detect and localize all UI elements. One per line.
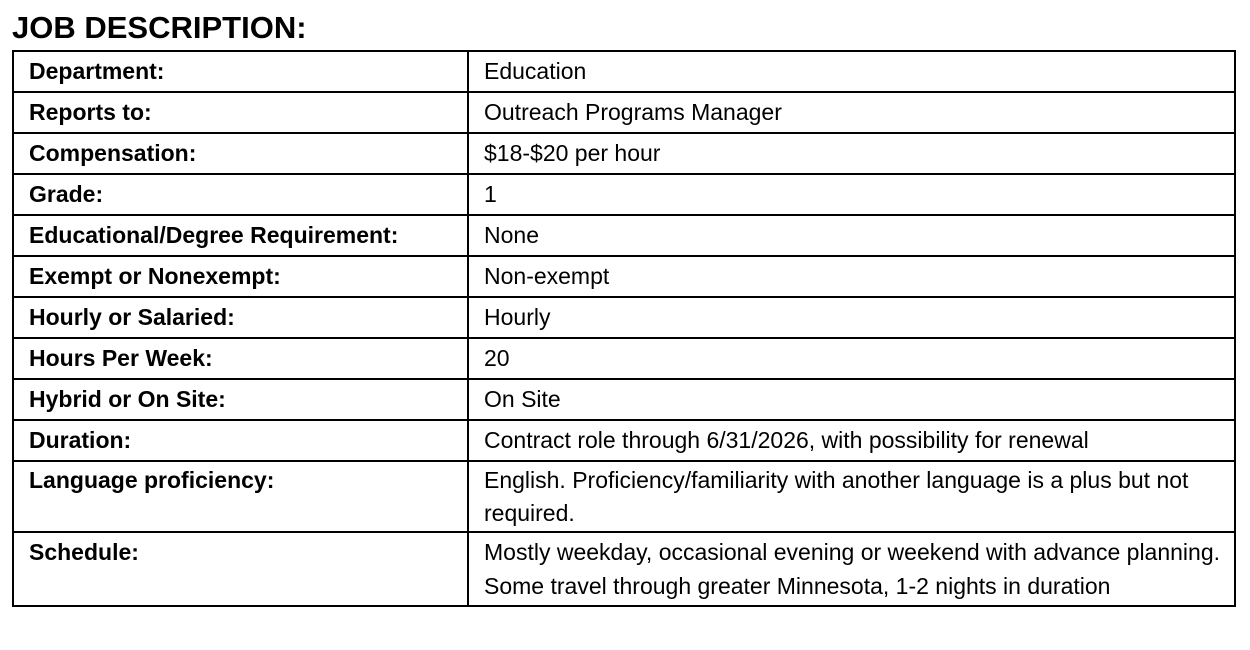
education-value: None bbox=[468, 215, 1235, 256]
grade-label: Grade: bbox=[13, 174, 468, 215]
table-row-education bbox=[13, 215, 1235, 256]
exempt-value: Non-exempt bbox=[468, 256, 1235, 297]
table-row-schedule bbox=[13, 532, 1235, 606]
hourly-label: Hourly or Salaried: bbox=[13, 297, 468, 338]
table-row-grade bbox=[13, 174, 1235, 215]
table-row-exempt bbox=[13, 256, 1235, 297]
table-row-reports-to bbox=[13, 92, 1235, 133]
exempt-label: Exempt or Nonexempt: bbox=[13, 256, 468, 297]
hybrid-value: On Site bbox=[468, 379, 1235, 420]
hybrid-label: Hybrid or On Site: bbox=[13, 379, 468, 420]
duration-label: Duration: bbox=[13, 420, 468, 461]
table-row-hourly bbox=[13, 297, 1235, 338]
hourly-value: Hourly bbox=[468, 297, 1235, 338]
table-row-hybrid bbox=[13, 379, 1235, 420]
compensation-label: Compensation: bbox=[13, 133, 468, 174]
table-row-duration bbox=[13, 420, 1235, 461]
language-value: English. Proficiency/familiarity with another language is a plus but not required. bbox=[468, 461, 1235, 532]
department-label: Department: bbox=[13, 51, 468, 92]
table-row-hours bbox=[13, 338, 1235, 379]
education-label: Educational/Degree Requirement: bbox=[13, 215, 468, 256]
hours-label: Hours Per Week: bbox=[13, 338, 468, 379]
grade-value: 1 bbox=[468, 174, 1235, 215]
reports-to-value: Outreach Programs Manager bbox=[468, 92, 1235, 133]
hours-value: 20 bbox=[468, 338, 1235, 379]
reports-to-label: Reports to: bbox=[13, 92, 468, 133]
language-label: Language proficiency: bbox=[13, 461, 468, 532]
department-value: Education bbox=[468, 51, 1235, 92]
table-row-language bbox=[13, 461, 1235, 532]
page-title: JOB DESCRIPTION: bbox=[12, 10, 307, 45]
table-row-compensation bbox=[13, 133, 1235, 174]
table-row-department bbox=[13, 51, 1235, 92]
duration-value: Contract role through 6/31/2026, with possibility for renewal bbox=[468, 420, 1235, 461]
job-details-table bbox=[12, 50, 1236, 607]
compensation-value: $18-$20 per hour bbox=[468, 133, 1235, 174]
schedule-label: Schedule: bbox=[13, 532, 468, 606]
schedule-value: Mostly weekday, occasional evening or weekend with advance planning. Some travel through greater Minnesota, 1-2 nights in duration bbox=[468, 532, 1235, 606]
